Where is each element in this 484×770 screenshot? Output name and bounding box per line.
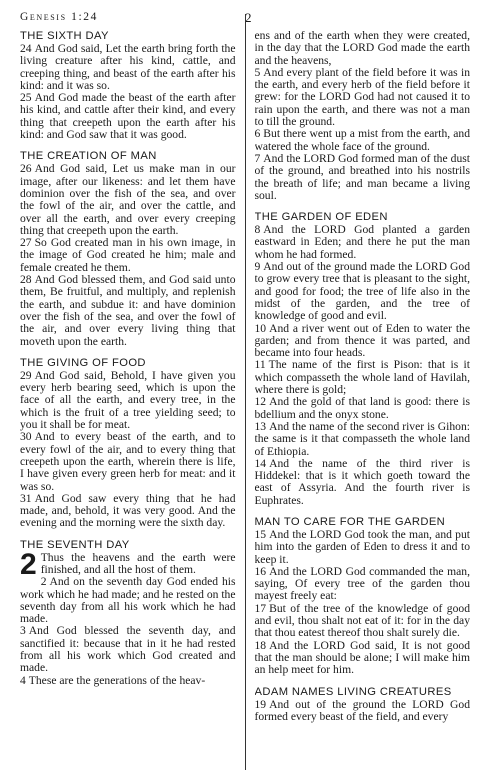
verse-number: 10: [254, 321, 267, 335]
running-head: Genesis 1:24: [20, 11, 98, 23]
section: [20, 357, 236, 530]
verse-number: 8: [254, 223, 261, 237]
verse-text: And God made the beast of the earth after his kind, and cattle after their kind, and every thing that creepeth upon the earth after his kind: and God saw that it was good.: [20, 91, 236, 142]
verse: [255, 224, 471, 261]
verse: [20, 370, 236, 431]
section: [255, 516, 471, 677]
verse-number: 26: [20, 162, 32, 176]
verse-number: 24: [20, 42, 32, 55]
page-header: [16, 10, 470, 30]
verse-text: And every plant of the field before it was in the earth, and every herb of the field before it grew: for the LORD God had not caused it to rain upon the earth, and there was not a man to till the ground.: [254, 65, 470, 129]
section-heading: THE CREATION OF MAN: [20, 150, 157, 163]
verse: [20, 547, 236, 581]
section: [20, 150, 236, 347]
verse: [20, 237, 236, 274]
verse: [20, 431, 236, 492]
verse-text: But of the tree of the knowledge of good and evil, thou shalt not eat of it: for in the day that thou eatest thereof thou shalt surely die.: [254, 601, 470, 640]
verse-text: And the LORD God commanded the man, saying, Of every tree of the garden thou mayest freely eat:: [254, 564, 470, 603]
verse-text: And the name of the third river is Hiddekel: that is it which goeth toward the east of Assyria. And the fourth river is Euphrates.: [254, 456, 470, 507]
verse-number: 2: [40, 575, 47, 589]
verse-text: The name of the first is Pison: that is it which compasseth the whole land of Havilah, where there is gold;: [254, 358, 470, 397]
verse: [255, 153, 471, 202]
verse-number: 14: [254, 456, 267, 470]
verse: [255, 421, 471, 458]
verse-number: 3: [20, 624, 26, 638]
verse: [20, 493, 236, 530]
verse-text: And out of the ground the LORD God formed every beast of the field, and every: [254, 697, 470, 723]
section-heading: THE SEVENTH DAY: [20, 538, 130, 551]
verse: [255, 261, 471, 322]
verse-text: And out of the ground made the LORD God to grow every tree that is pleasant to the sight, and good for food; the tree of life also in the midst of the garden, and the tree of knowledge of good and evil.: [254, 260, 470, 323]
section-heading: ADAM NAMES LIVING CREATURES: [254, 685, 452, 698]
verse-text: And the LORD God took the man, and put him into the garden of Eden to dress it and to keep it.: [254, 527, 470, 566]
verse-number: 5: [254, 65, 261, 79]
verse-text: And God said, Behold, I have given you every herb bearing seed, which is upon the face of all the earth, and every tree, in the which is the fruit of a tree yielding seed; to you it shall be for meat.: [20, 368, 236, 432]
verse-number: 29: [20, 368, 32, 382]
verse-number: 17: [254, 601, 267, 615]
verse-number: 13: [254, 419, 267, 433]
verse-number: 16: [254, 564, 267, 578]
verse: [20, 43, 236, 92]
right-column: [255, 30, 471, 770]
verse-number: 19: [254, 697, 267, 711]
verse-number: 25: [20, 91, 32, 105]
verse: [20, 274, 236, 348]
verse: [255, 359, 471, 396]
verse-number: 28: [20, 273, 32, 287]
verse: [255, 396, 471, 421]
verse-text: And on the seventh day God ended his work which he had made; and he rested on the seventh day from all his work which he had made.: [20, 575, 236, 626]
section: [20, 539, 236, 687]
verse: [255, 458, 471, 507]
verse-text: These are the generations of the heav-: [28, 673, 206, 687]
verse: [255, 529, 471, 566]
verse-text: And God blessed them, and God said unto them, Be fruitful, and multiply, and replenish the earth, and subdue it: and have dominion over the fish of the sea, and over the fowl of the air, and over every living thing that moveth upon the earth.: [20, 273, 236, 348]
verse: [20, 92, 236, 141]
verse-number: 30: [20, 430, 32, 444]
verse-number: 15: [254, 527, 267, 541]
section-heading: MAN TO CARE FOR THE GARDEN: [254, 515, 446, 528]
verse-text: And the LORD God planted a garden eastward in Eden; and there he put the man whom he had formed.: [254, 223, 470, 261]
section-heading: THE GIVING OF FOOD: [20, 356, 146, 369]
verse-number: 27: [20, 236, 32, 250]
verse-number: 6: [254, 127, 261, 141]
section: [20, 30, 236, 141]
verse-number: 12: [254, 395, 267, 409]
section: [255, 211, 471, 507]
verse-text: So God created man in his own image, in the image of God created he him; male and female created he them.: [20, 236, 236, 274]
verse-text: And the LORD God formed man of the dust of the ground, and breathed into his nostrils the breath of life; and man became a living soul.: [254, 151, 470, 202]
section-heading: THE SIXTH DAY: [20, 30, 109, 42]
text-columns: [16, 30, 470, 770]
verse: [255, 566, 471, 603]
verse-number: 11: [254, 358, 266, 372]
verse-text: And the LORD God said, It is not good that the man should be alone; I will make him an help meet for him.: [254, 638, 470, 677]
verse-text: And God blessed the seventh day, and sanctified it: because that in it he had rested from all his work which God created and made.: [20, 624, 236, 675]
verse-number: 4: [20, 673, 26, 687]
section: [255, 30, 471, 202]
verse-number: 31: [20, 491, 32, 505]
column-divider: [245, 14, 246, 770]
section-heading: THE GARDEN OF EDEN: [254, 211, 388, 224]
verse-text: And to every beast of the earth, and to every fowl of the air, and to every thing that creepeth upon the earth, wherein there is life, I have given every green herb for meat: and it was so.: [20, 430, 236, 493]
verse: [255, 603, 471, 640]
chapter-number: 2: [20, 547, 37, 581]
verse: [255, 640, 471, 677]
section: [255, 686, 471, 724]
verse-text: Thus the heavens and the earth were finished, and all the host of them.: [40, 550, 236, 576]
verse-text: And a river went out of Eden to water the garden; and from thence it was parted, and became into four heads.: [254, 321, 470, 360]
verse: [255, 67, 471, 128]
verse-text: ens and of the earth when they were created, in the day that the LORD God made the earth and the heavens,: [254, 30, 470, 67]
verse-text: And God saw every thing that he had made, and, behold, it was very good. And the evening and the morning were the sixth day.: [20, 491, 236, 530]
verse-text: And God said, Let us make man in our image, after our likeness: and let them have dominion over the fish of the sea, and over the fowl of the air, and over the cattle, and over all the earth, and over every creeping thing that creepeth upon the earth.: [20, 162, 236, 237]
verse: [20, 675, 236, 687]
verse-text: And the name of the second river is Gihon: the same is it that compasseth the whole land of Ethiopia.: [254, 419, 470, 458]
verse: [20, 163, 236, 237]
verse: [20, 625, 236, 674]
verse: [255, 699, 471, 724]
verse-number: 9: [254, 260, 261, 274]
verse-number: 7: [254, 151, 261, 165]
verse-number: 18: [254, 638, 267, 652]
verse: [255, 128, 471, 153]
page-number: 2: [245, 10, 252, 25]
verse: [255, 323, 471, 360]
verse: [20, 576, 236, 625]
verse: [255, 30, 471, 67]
verse-text: And the gold of that land is good: there is bdellium and the onyx stone.: [254, 395, 470, 421]
verse-text: And God said, Let the earth bring forth the living creature after his kind, cattle, and creeping thing, and beast of the earth after his kind: and it was so.: [20, 42, 236, 92]
left-column: [20, 30, 236, 770]
verse-text: But there went up a mist from the earth, and watered the whole face of the ground.: [254, 127, 470, 153]
